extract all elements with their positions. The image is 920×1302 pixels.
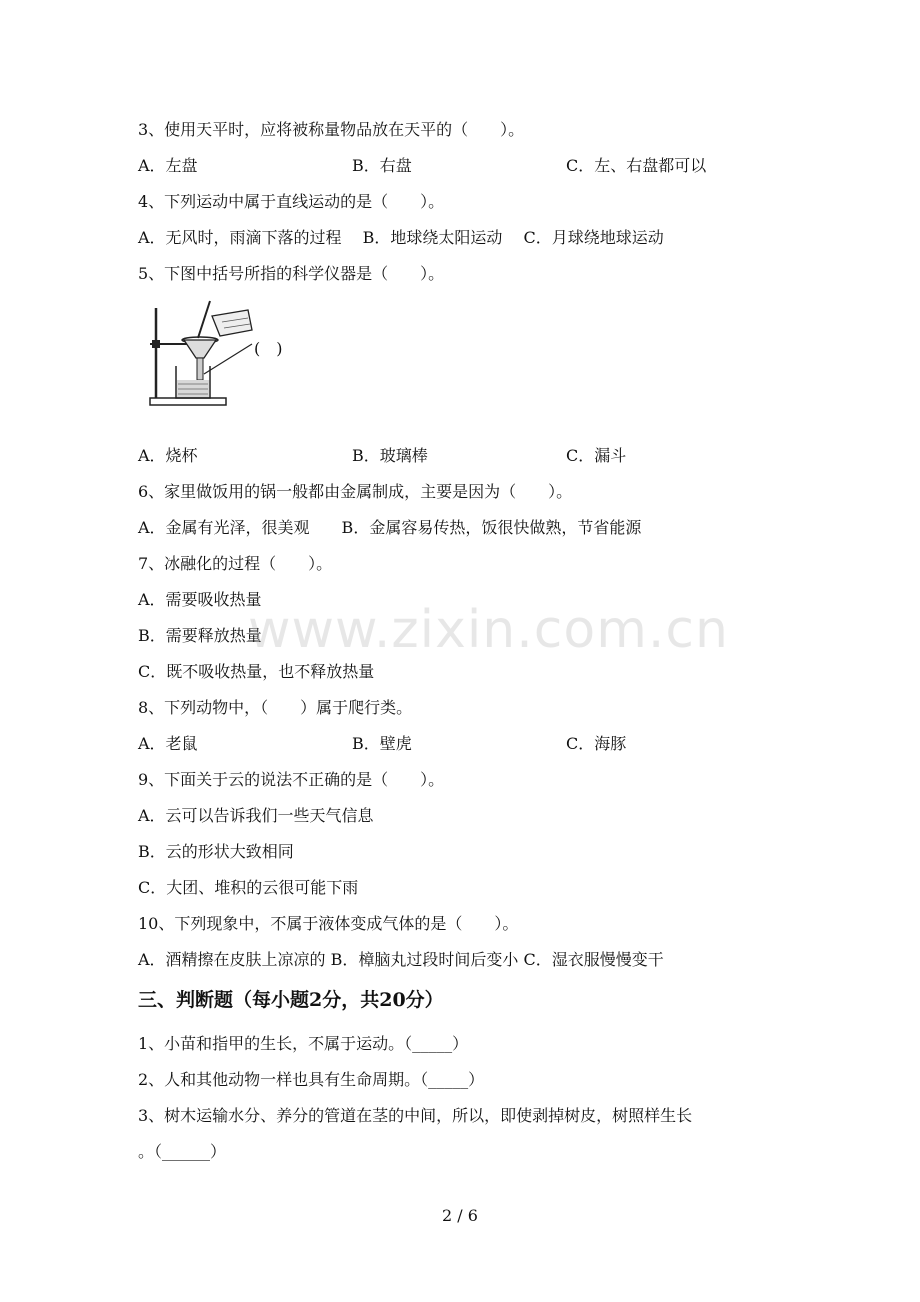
question-5-option-b: B．玻璃棒 [352,446,428,465]
filtration-apparatus-figure [140,296,290,415]
question-6-stem: 6、家里做饭用的锅一般都由金属制成，主要是因为（ ）。 [138,482,573,501]
question-3-option-a: A．左盘 [138,156,198,175]
page-number: 2 / 6 [442,1206,478,1225]
question-8-stem: 8、下列动物中，（ ）属于爬行类。 [138,698,413,717]
section-3-title: 三、判断题（每小题2分，共20分） [138,989,444,1011]
judgement-item-2: 2、人和其他动物一样也具有生命周期。（_____） [138,1070,485,1089]
question-4-stem: 4、下列运动中属于直线运动的是（ ）。 [138,192,445,211]
question-10-stem: 10、下列现象中，不属于液体变成气体的是（ ）。 [138,914,519,933]
question-5-option-c: C．漏斗 [566,446,627,465]
question-3-option-c: C．左、右盘都可以 [566,156,707,175]
question-5-option-a: A．烧杯 [138,446,198,465]
question-6-options: A．金属有光泽，很美观 B．金属容易传热，饭很快做熟，节省能源 [138,518,642,537]
judgement-item-1: 1、小苗和指甲的生长，不属于运动。（_____） [138,1034,469,1053]
question-10-options: A．酒精擦在皮肤上凉凉的 B．樟脑丸过段时间后变小 C．湿衣服慢慢变干 [138,950,664,969]
question-4-options: A．无风时，雨滴下落的过程 B．地球绕太阳运动 C．月球绕地球运动 [138,228,664,247]
question-9-option-c: C．大团、堆积的云很可能下雨 [138,878,359,897]
question-8-option-b: B．壁虎 [352,734,412,753]
judgement-item-3-continued: 。（______） [138,1142,227,1161]
question-7-option-c: C．既不吸收热量，也不释放热量 [138,662,375,681]
question-5-stem: 5、下图中括号所指的科学仪器是（ ）。 [138,264,445,283]
watermark: www.zixin.com.cn [248,600,729,660]
question-7-option-a: A．需要吸收热量 [138,590,262,609]
question-9-stem: 9、下面关于云的说法不正确的是（ ）。 [138,770,445,789]
figure-bracket-label: ( ) [254,339,283,358]
question-7-option-b: B．需要释放热量 [138,626,262,645]
question-8-option-a: A．老鼠 [138,734,198,753]
question-3-option-b: B．右盘 [352,156,412,175]
question-8-option-c: C．海豚 [566,734,627,753]
question-3-stem: 3、使用天平时，应将被称量物品放在天平的（ ）。 [138,120,525,139]
question-9-option-a: A．云可以告诉我们一些天气信息 [138,806,374,825]
judgement-item-3: 3、树木运输水分、养分的管道在茎的中间，所以，即使剥掉树皮，树照样生长 [138,1106,693,1125]
question-7-stem: 7、冰融化的过程（ ）。 [138,554,333,573]
question-9-option-b: B．云的形状大致相同 [138,842,294,861]
